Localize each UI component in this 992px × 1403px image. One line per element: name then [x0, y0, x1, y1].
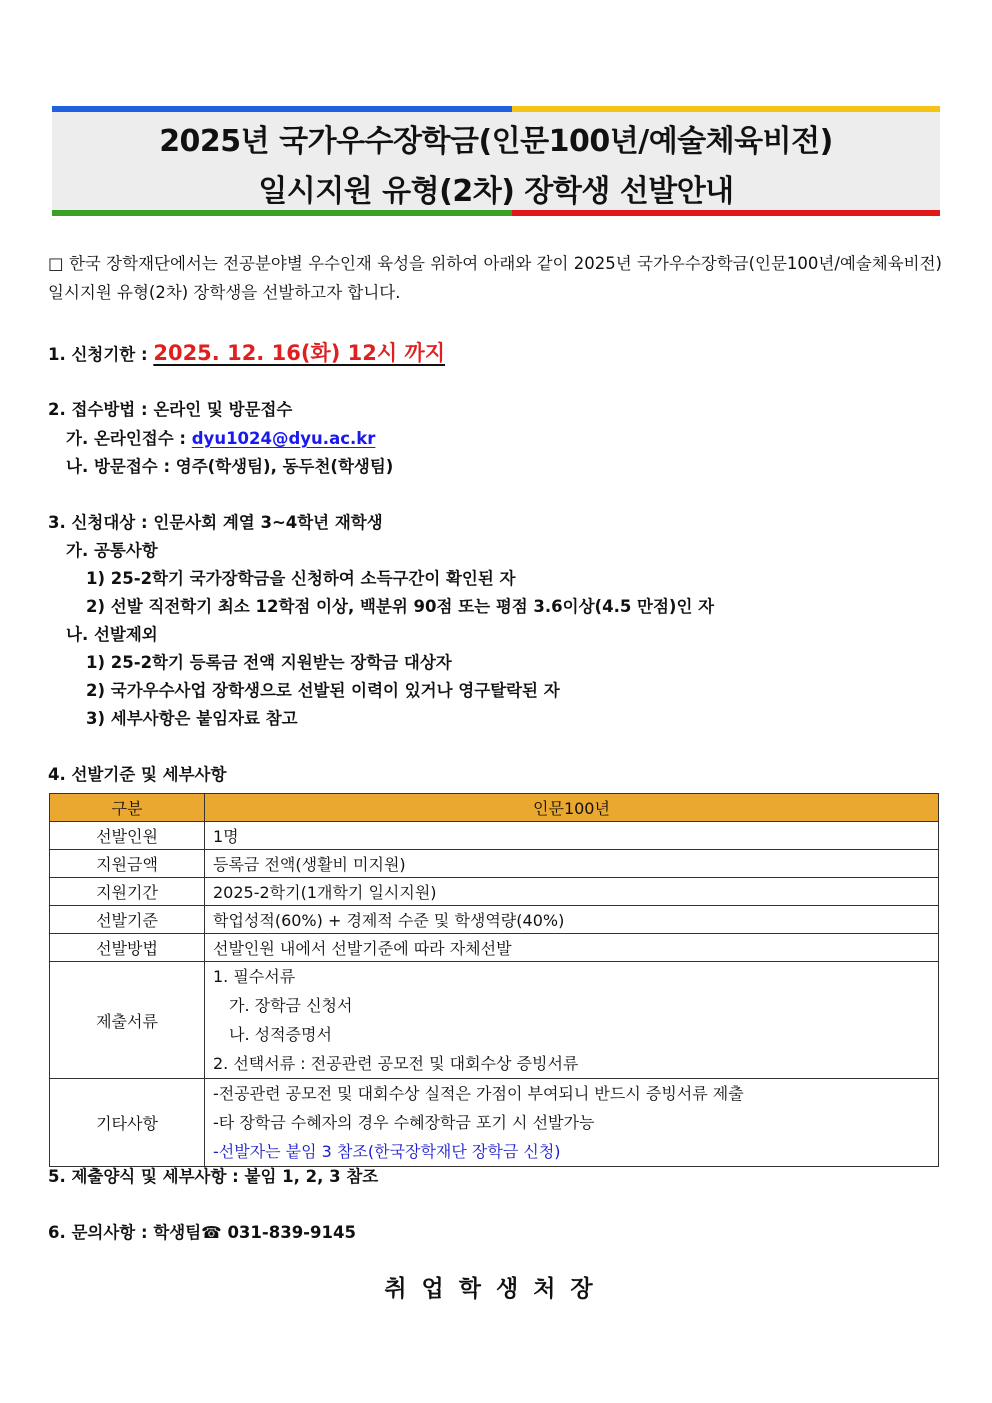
row-value: 1명 — [205, 822, 939, 850]
table-row — [50, 850, 939, 878]
section-3-heading: 3. 신청대상 : 인문사회 계열 3~4학년 재학생 — [48, 513, 383, 532]
table-row — [50, 822, 939, 850]
table-row — [50, 906, 939, 934]
row-value-documents — [205, 962, 939, 1079]
section-2-heading: 2. 접수방법 : 온라인 및 방문접수 — [48, 400, 293, 419]
row-key: 기타사항 — [50, 1079, 205, 1167]
row-key: 제출서류 — [50, 962, 205, 1079]
issuer-signature: 취업학생처장 — [384, 1276, 608, 1302]
section-1 — [48, 337, 445, 367]
documents-line: 1. 필수서류 — [213, 967, 296, 986]
table-row — [50, 962, 939, 1079]
notes-line: -전공관련 공모전 및 대회수상 실적은 가점이 부여되니 반드시 증빙서류 제출 — [213, 1084, 744, 1103]
documents-line: 나. 성적증명서 — [229, 1025, 332, 1044]
common-heading: 가. 공통사항 — [66, 541, 158, 560]
visit-receipt: 나. 방문접수 : 영주(학생팀), 동두천(학생팀) — [66, 457, 394, 476]
row-key: 선발방법 — [50, 934, 205, 962]
deadline-label: 1. 신청기한 : — [48, 345, 148, 364]
exclusion-item-2: 2) 국가우수사업 장학생으로 선발된 이력이 있거나 영구탈락된 자 — [86, 681, 560, 700]
row-key: 지원기간 — [50, 878, 205, 906]
title-bar-top-right — [512, 106, 940, 112]
row-value: 2025-2학기(1개학기 일시지원) — [205, 878, 939, 906]
exclusion-heading: 나. 선발제외 — [66, 625, 158, 644]
intro-paragraph: □ 한국 장학재단에서는 전공분야별 우수인재 육성을 위하여 아래와 같이 2025년 국가우수장학금(인문100년/예술체육비전) 일시지원 유형(2차) 장학생을 선발하고자 합니다. — [48, 254, 942, 302]
row-key: 선발기준 — [50, 906, 205, 934]
exclusion-item-1: 1) 25-2학기 등록금 전액 지원받는 장학금 대상자 — [86, 653, 452, 672]
title-line-1: 2025년 국가우수장학금(인문100년/예술체육비전) — [159, 124, 833, 159]
row-value: 등록금 전액(생활비 미지원) — [205, 850, 939, 878]
row-key: 선발인원 — [50, 822, 205, 850]
online-receipt — [66, 425, 375, 449]
documents-line: 2. 선택서류 : 전공관련 공모전 및 대회수상 증빙서류 — [213, 1054, 579, 1073]
table-row — [50, 878, 939, 906]
row-value: 선발인원 내에서 선발기준에 따라 자체선발 — [205, 934, 939, 962]
section-6: 6. 문의사항 : 학생팀☎ 031-839-9145 — [48, 1223, 356, 1242]
exclusion-item-3: 3) 세부사항은 붙임자료 참고 — [86, 709, 298, 728]
common-item-1: 1) 25-2학기 국가장학금을 신청하여 소득구간이 확인된 자 — [86, 569, 516, 588]
table-row — [50, 1079, 939, 1167]
common-item-2: 2) 선발 직전학기 최소 12학점 이상, 백분위 90점 또는 평점 3.6이상(4.5 만점)인 자 — [86, 597, 715, 616]
table-header-row — [50, 794, 939, 822]
deadline-value: 2025. 12. 16(화) 12시 까지 — [153, 341, 446, 365]
title-line-2: 일시지원 유형(2차) 장학생 선발안내 — [258, 174, 734, 209]
section-4-heading: 4. 선발기준 및 세부사항 — [48, 765, 227, 784]
notes-line: -선발자는 붙임 3 참조(한국장학재단 장학금 신청) — [213, 1142, 561, 1161]
row-value: 학업성적(60%) + 경제적 수준 및 학생역량(40%) — [205, 906, 939, 934]
notes-line: -타 장학금 수혜자의 경우 수혜장학금 포기 시 선발가능 — [213, 1113, 595, 1132]
row-key: 지원금액 — [50, 850, 205, 878]
title-bar-bottom-left — [52, 210, 512, 216]
section-5: 5. 제출양식 및 세부사항 : 붙임 1, 2, 3 참조 — [48, 1167, 379, 1186]
documents-line: 가. 장학금 신청서 — [229, 996, 353, 1015]
criteria-table — [49, 793, 939, 1167]
title-banner — [52, 106, 940, 216]
table-row — [50, 934, 939, 962]
table-header-category: 구분 — [50, 794, 205, 822]
title-bar-top-left — [52, 106, 512, 112]
email-link[interactable]: dyu1024@dyu.ac.kr — [191, 429, 376, 448]
table-header-humanities: 인문100년 — [205, 794, 939, 822]
row-value-notes — [205, 1079, 939, 1167]
title-bar-bottom-right — [512, 210, 940, 216]
online-receipt-label: 가. 온라인접수 : — [66, 429, 186, 448]
